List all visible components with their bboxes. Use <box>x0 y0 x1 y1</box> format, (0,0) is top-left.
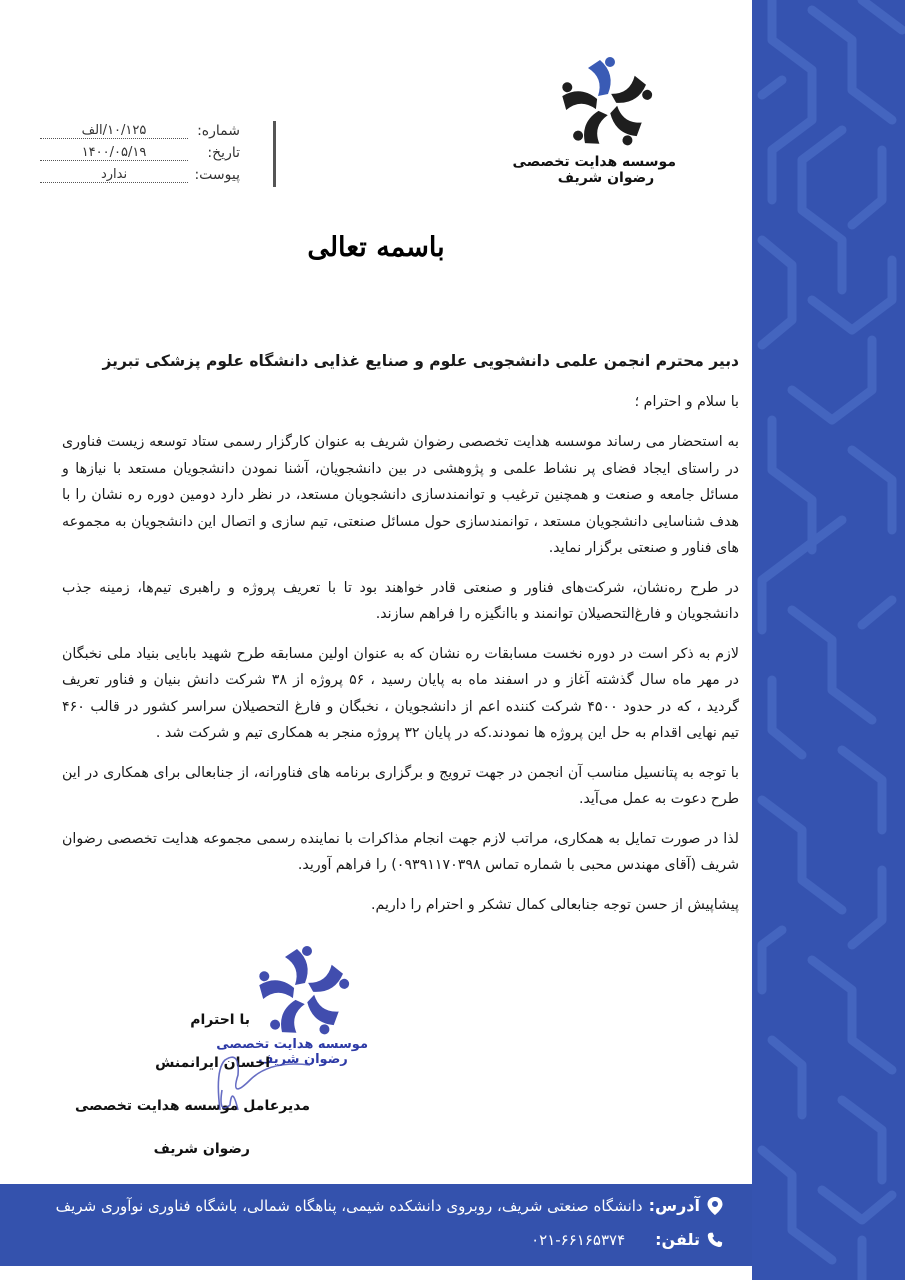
meta-date-row <box>40 142 240 164</box>
letter-body <box>62 348 739 931</box>
paragraph-history: لازم به ذکر است در دوره نخست مسابقات ره نشان که به عنوان اولین مسابقه طرح شهید بابایی بنیاد ملی نخبگان در مهر ماه سال گذشته آغاز و در اسفند ماه به پایان رسید ، ۵۶ پروژه از ۳۸ شرکت دانش بنیان و فناور تعریف گردید ، که در حدود ۴۵۰۰ شرکت کننده اعم از دانشجویان ، نخبگان و فارغ التحصیلان سراسر کشور در قالب ۴۶۰ تیم نهایی اقدام به حل این پروژه ها نمودند.که در پایان ۳۲ پروژه منجر به همکاری تیم و شرکت شد . <box>62 645 739 741</box>
paragraph-invitation: با توجه به پتانسیل مناسب آن انجمن در جهت ترویج و برگزاری برنامه های فناورانه، از جنابعالی برای همکاری در این طرح دعوت به عمل می‌آید. <box>62 764 739 807</box>
header-divider <box>273 121 276 187</box>
address-text: دانشگاه صنعتی شریف، روبروی دانشکده شیمی، پناهگاه شمالی، باشگاه فناوری نوآوری شریف <box>55 1196 643 1215</box>
meta-attachment-row <box>40 164 240 186</box>
handwritten-signature <box>160 1030 320 1120</box>
footer-phone <box>531 1230 724 1249</box>
paragraph-companies: در طرح رەنشان، شرکت‌های فناور و صنعتی قادر خواهند بود تا با تعریف پروژه و راهبری تیم‌ها، زمینه جذب دانشجویان و فارغ‌التحصیلان توانمند و باانگیزه را فراهم سازند. <box>62 579 739 622</box>
signer-organization: رضوان شریف <box>153 1141 250 1157</box>
stamp-name-line2: رضوان شریف <box>258 1052 348 1067</box>
signer-title: مدیرعامل موسسه هدایت تخصصی <box>74 1098 310 1114</box>
address-label: آدرس: <box>648 1196 700 1215</box>
signer-name: احسان ایرانمنش <box>155 1055 270 1071</box>
letter-meta <box>40 120 240 186</box>
meta-number-value: ۱۰/۱۲۵/الف <box>40 124 188 139</box>
meta-attachment-label: پیوست: <box>194 167 240 183</box>
meta-date-value: ۱۴۰۰/۰۵/۱۹ <box>40 146 188 161</box>
meta-number-label: شماره: <box>197 123 240 139</box>
phone-number[interactable]: ۰۲۱-۶۶۱۶۵۳۷۴ <box>531 1230 626 1249</box>
closing-text: با احترام <box>190 1012 250 1028</box>
paragraph-thanks: پیشاپیش از حسن توجه جنابعالی کمال تشکر و احترام را داریم. <box>371 896 739 913</box>
logo-name-line2: رضوان شریف <box>557 170 655 186</box>
greeting: با سلام و احترام ؛ <box>634 393 739 410</box>
phone-icon <box>706 1231 724 1249</box>
footer-contact-bar <box>0 1184 752 1266</box>
meta-date-label: تاریخ: <box>207 145 240 161</box>
organization-logo <box>512 56 676 196</box>
meta-number-row <box>40 120 240 142</box>
decorative-side-band <box>752 0 905 1280</box>
meta-attachment-value: ندارد <box>40 168 188 183</box>
paragraph-contact: لذا در صورت تمایل به همکاری، مراتب لازم جهت انجام مذاکرات با نماینده رسمی مجموعه هدایت تخصصی رضوان شریف (آقای مهندس محبی با شماره تماس ۰۹۳۹۱۱۷۰۳۹۸) را فراهم آورید. <box>62 830 739 873</box>
paragraph-intro: به استحضار می رساند موسسه هدایت تخصصی رضوان شریف به عنوان کارگزار رسمی ستاد توسعه زیست فناوری در راستای ایجاد فضای پر نشاط علمی و پژوهشی در بین دانشجویان، آشنا نمودن دانشجویان مستعد با نیازها و مسائل جامعه و صنعت و همچنین ترغیب و توانمندسازی دانشجویان مستعد، در نظر دارد دومین دوره ره نشان را با هدف شناسایی دانشجویان مستعد ، توانمندسازی حول مسائل صنعتی، تیم سازی و اتصال این دانشجویان به مجموعه های فناور و صنعتی برگزار نماید. <box>62 434 739 556</box>
map-pin-icon <box>706 1197 724 1215</box>
logo-mark-icon <box>556 56 656 152</box>
recipient-line: دبیر محترم انجمن علمی دانشجویی علوم و صنایع غذایی دانشگاه علوم پزشکی تبریز <box>102 352 739 370</box>
stamp-name-line1: موسسه هدایت تخصصی <box>216 1037 368 1052</box>
footer-address <box>56 1196 724 1215</box>
maze-pattern <box>752 0 905 1280</box>
phone-label: تلفن: <box>655 1230 700 1249</box>
logo-name-line1: موسسه هدایت تخصصی <box>512 154 676 170</box>
letter-heading: باسمه تعالی <box>307 232 445 263</box>
